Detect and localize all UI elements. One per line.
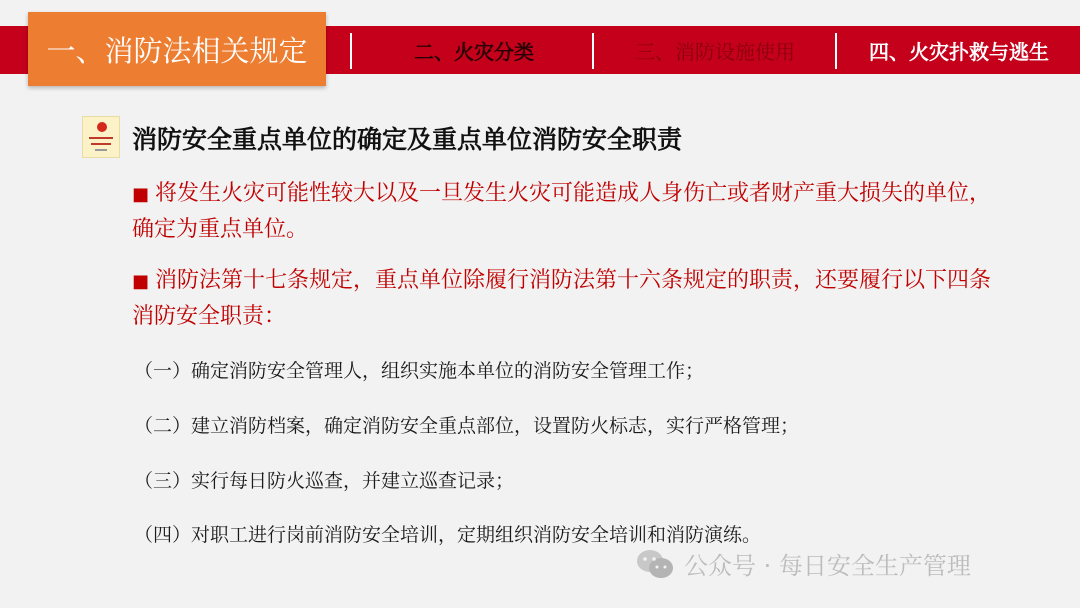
law-document-icon [82, 116, 120, 158]
watermark [636, 546, 971, 581]
list-item: （二）建立消防档案，确定消防安全重点部位，设置防火标志，实行严格管理； [134, 415, 800, 437]
watermark-text: 公众号 · 每日安全生产管理 [684, 552, 971, 580]
tab-fire-classification[interactable]: 二、火灾分类 [414, 39, 534, 64]
tab-fire-law-active[interactable]: 一、消防法相关规定 [28, 12, 326, 86]
tab-firefighting-and-escape[interactable]: 四、火灾扑救与逃生 [869, 39, 1049, 64]
paragraph-article-17 [132, 263, 1012, 334]
tab-separator [350, 33, 352, 69]
tab-separator [592, 33, 594, 69]
list-item: （四）对职工进行岗前消防安全培训，定期组织消防安全培训和消防演练。 [134, 524, 762, 546]
tab-fire-equipment-usage[interactable]: 三、消防设施使用 [635, 39, 795, 64]
paragraph-key-units-definition [132, 176, 1012, 247]
wechat-icon [636, 548, 674, 580]
square-bullet-icon: ■ [132, 184, 150, 205]
square-bullet-icon: ■ [132, 271, 150, 292]
list-item: （一）确定消防安全管理人，组织实施本单位的消防安全管理工作； [134, 360, 705, 382]
section-heading: 消防安全重点单位的确定及重点单位消防安全职责 [132, 125, 683, 154]
tab-separator [835, 33, 837, 69]
paragraph-text: 消防法第十七条规定，重点单位除履行消防法第十六条规定的职责，还要履行以下四条消防安全职责： [132, 268, 992, 329]
paragraph-text: 将发生火灾可能性较大以及一旦发生火灾可能造成人身伤亡或者财产重大损失的单位，确定为重点单位。 [132, 181, 992, 242]
list-item: （三）实行每日防火巡查，并建立巡查记录； [134, 470, 515, 492]
